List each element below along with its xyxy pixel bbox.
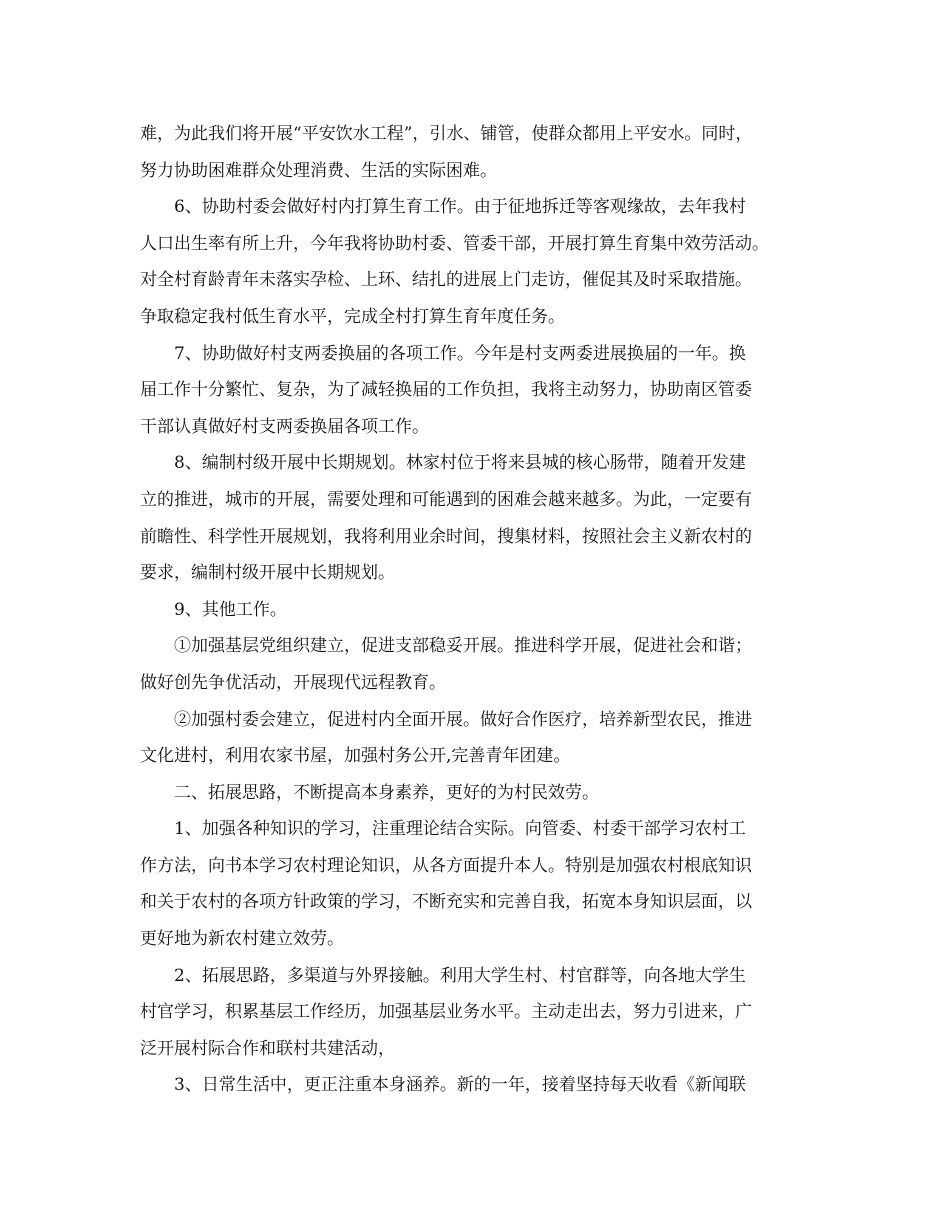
text-line: 立的推进，城市的开展，需要处理和可能遇到的困难会越来越多。为此，一定要有 (140, 489, 752, 510)
text-line: 3、日常生活中，更正注重本身涵养。新的一年，接着坚持每天收看《新闻联 (174, 1075, 746, 1096)
text-line: 1、加强各种知识的学习，注重理论结合实际。向管委、村委干部学习农村工 (174, 819, 746, 840)
text-line: 争取稳定我村低生育水平，完成全村打算生育年度任务。 (140, 306, 565, 327)
text-line: 对全村育龄青年未落实孕检、上环、结扎的进展上门走访，催促其及时采取措施。 (140, 270, 752, 291)
text-line: 更好地为新农村建立效劳。 (140, 929, 344, 950)
text-line: 届工作十分繁忙、复杂，为了减轻换届的工作负担，我将主动努力，协助南区管委 (140, 380, 752, 401)
text-line: 2、拓展思路，多渠道与外界接触。利用大学生村、村官群等，向各地大学生 (174, 965, 746, 986)
text-line: 文化进村，利用农家书屋，加强村务公开,完善青年团建。 (140, 746, 571, 767)
document-body (140, 116, 830, 1104)
text-line: ①加强基层党组织建立，促进支部稳妥开展。推进科学开展，促进社会和谐； (174, 636, 752, 657)
text-line: 和关于农村的各项方针政策的学习，不断充实和完善自我，拓宽本身知识层面，以 (140, 892, 752, 913)
text-line: 村官学习，积累基层工作经历，加强基层业务水平。主动走出去，努力引进来，广 (140, 1002, 752, 1023)
text-line: 人口出生率有所上升，今年我将协助村委、管委干部，开展打算生育集中效劳活动。 (140, 233, 769, 254)
text-line: 二、拓展思路，不断提高本身素养，更好的为村民效劳。 (174, 782, 599, 803)
text-line: 努力协助困难群众处理消费、生活的实际困难。 (140, 160, 497, 181)
text-line: 作方法，向书本学习农村理论知识，从各方面提升本人。特别是加强农村根底知识 (140, 855, 752, 876)
text-line: 前瞻性、科学性开展规划，我将利用业余时间，搜集材料，按照社会主义新农村的 (140, 526, 752, 547)
text-line: 6、协助村委会做好村内打算生育工作。由于征地拆迁等客观缘故，去年我村 (174, 197, 746, 218)
text-line: 泛开展村际合作和联村共建活动， (140, 1038, 395, 1059)
text-line: 干部认真做好村支两委换届各项工作。 (140, 416, 429, 437)
text-line: ②加强村委会建立，促进村内全面开展。做好合作医疗，培养新型农民，推进 (174, 709, 752, 730)
text-line: 9、其他工作。 (174, 599, 287, 620)
text-line: 做好创先争优活动，开展现代远程教育。 (140, 672, 446, 693)
text-line: 8、编制村级开展中长期规划。林家村位于将来县城的核心肠带，随着开发建 (174, 453, 746, 474)
text-line: 7、协助做好村支两委换届的各项工作。今年是村支两委进展换届的一年。换 (174, 343, 746, 364)
text-line: 难，为此我们将开展“平安饮水工程”，引水、铺管，使群众都用上平安水。同时， (140, 124, 753, 144)
text-line: 要求，编制村级开展中长期规划。 (140, 563, 395, 584)
